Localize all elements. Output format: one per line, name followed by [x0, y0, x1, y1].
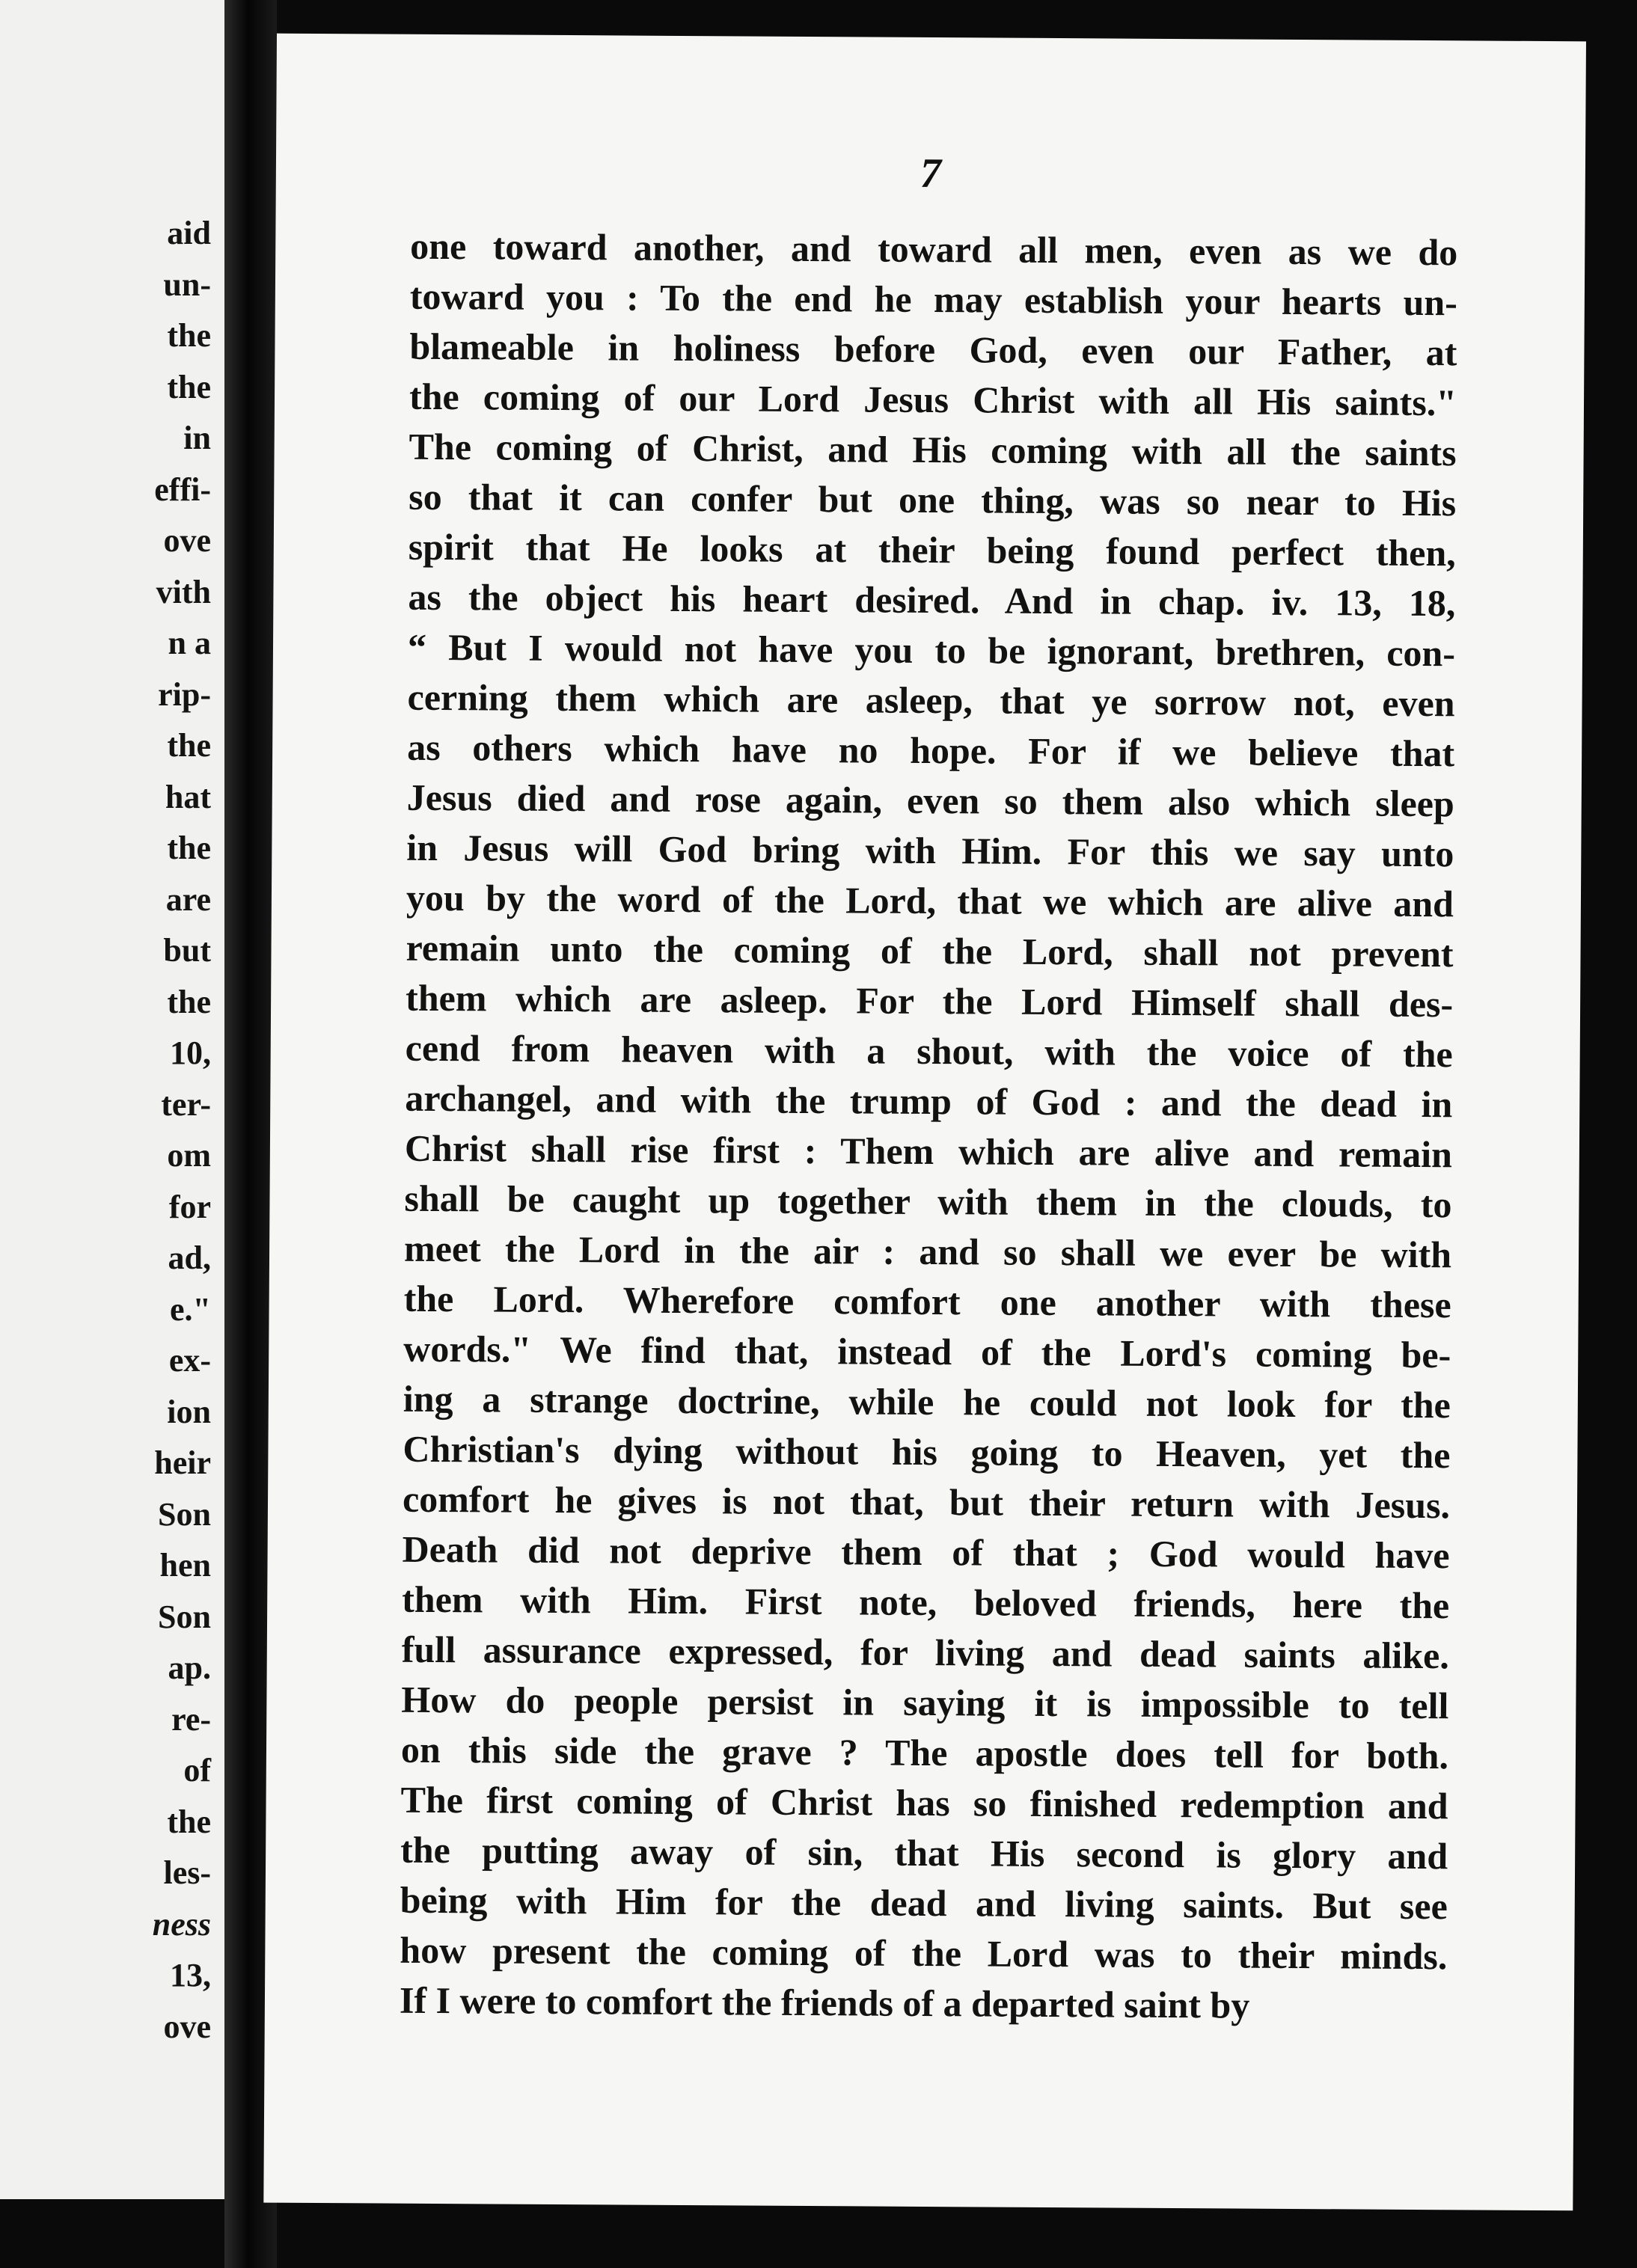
left-page-line-fragment: Son: [158, 1495, 211, 1533]
text-line: them with Him. First note, beloved friends, here the: [402, 1578, 1450, 1627]
text-line: The coming of Christ, and His coming with all the saints: [409, 425, 1457, 474]
left-page-line-fragment: aid: [167, 215, 211, 251]
text-line: them which are asleep. For the Lord Himself shall des-: [405, 976, 1454, 1026]
text-line: Christ shall rise first : Them which are alive and remain: [404, 1127, 1453, 1176]
left-page-line-fragment: 10,: [170, 1035, 211, 1071]
left-page-line-fragment: ap.: [168, 1649, 211, 1686]
text-line: Christian's dying without his going to Heaven, yet the: [403, 1427, 1451, 1477]
left-page-line-fragment: of: [183, 1752, 211, 1789]
left-page-line-fragment: heir: [154, 1444, 211, 1481]
left-page-line-fragment: les-: [163, 1854, 211, 1891]
text-line: the Lord. Wherefore comfort one another with these: [403, 1277, 1451, 1326]
left-page-line-fragment: hat: [165, 778, 211, 815]
text-line: meet the Lord in the air : and so shall we ever be with: [403, 1227, 1452, 1276]
left-page-line-fragment: are: [165, 880, 211, 918]
left-page-line-fragment: n a: [168, 625, 211, 661]
text-line: archangel, and with the trump of God : and the dead in: [405, 1076, 1453, 1126]
text-line: “ But I would not have you to be ignorant, brethren, con-: [407, 625, 1456, 675]
left-page-line-fragment: hen: [159, 1547, 211, 1584]
text-line: The first coming of Christ has so finished redemption and: [400, 1778, 1448, 1827]
left-facing-page: [0, 0, 224, 2199]
left-page-line-fragment: the: [167, 317, 211, 354]
text-line: How do people persist in saying it is impossible to tell: [401, 1678, 1449, 1727]
text-line: remain unto the coming of the Lord, shall not prevent: [406, 926, 1454, 975]
text-line: one toward another, and toward all men, even as we do: [410, 224, 1458, 274]
left-page-line-fragment: the: [167, 368, 211, 405]
left-page-line-fragment: om: [167, 1137, 211, 1174]
page-body-text: [400, 221, 1458, 2032]
left-page-line-fragment: 13,: [170, 1957, 211, 1993]
text-line: so that it can confer but one thing, was so near to His: [409, 475, 1457, 524]
text-line: blameable in holiness before God, even our Father, at: [409, 325, 1457, 374]
text-line: you by the word of the Lord, that we which are alive and: [406, 876, 1454, 925]
left-page-line-fragment: un-: [163, 266, 211, 303]
text-line: spirit that He looks at their being found perfect then,: [408, 525, 1456, 574]
text-line: toward you : To the end he may establish your hearts un-: [409, 275, 1458, 324]
left-page-line-fragment: effi-: [154, 471, 211, 508]
text-line: the coming of our Lord Jesus Christ with all His saints.": [409, 375, 1457, 424]
left-page-line-fragment: the: [167, 1803, 211, 1840]
text-line: as others which have no hope. For if we believe that: [407, 726, 1455, 775]
left-page-line-fragment: ion: [167, 1393, 211, 1430]
book-page: [263, 34, 1586, 2211]
page-number: 7: [920, 150, 942, 197]
text-line: being with Him for the dead and living saints. But see: [400, 1878, 1448, 1928]
left-page-line-fragment: ad,: [168, 1239, 211, 1276]
text-line: Jesus died and rose again, even so them also which sleep: [406, 776, 1454, 825]
text-line: shall be caught up together with them in the clouds, to: [404, 1177, 1452, 1226]
left-page-line-fragment: ter-: [161, 1085, 211, 1123]
text-line: cend from heaven with a shout, with the voice of the: [405, 1026, 1453, 1076]
left-page-line-fragment: Son: [158, 1598, 211, 1635]
left-page-line-fragment: the: [167, 983, 211, 1020]
left-page-line-fragment: re-: [171, 1700, 211, 1738]
left-page-line-fragment: the: [167, 830, 211, 866]
text-line: Death did not deprive them of that ; God would have: [402, 1527, 1450, 1577]
text-line: cerning them which are asleep, that ye sorrow not, even: [407, 675, 1455, 725]
left-page-line-fragment: rip-: [158, 675, 211, 713]
text-line: ing a strange doctrine, while he could not look for the: [403, 1377, 1451, 1426]
left-page-line-fragment: ove: [163, 2008, 211, 2045]
text-line: on this side the grave ? The apostle does tell for both.: [400, 1728, 1449, 1777]
left-page-line-fragment: ness: [152, 1905, 211, 1943]
left-page-line-fragment: the: [167, 727, 211, 764]
text-line: If I were to comfort the friends of a departed saint by: [399, 1979, 1250, 2026]
text-line: in Jesus will God bring with Him. For this we say unto: [406, 826, 1454, 875]
text-line: how present the coming of the Lord was to their minds.: [400, 1928, 1448, 1978]
left-page-line-fragment: ex-: [168, 1342, 211, 1379]
text-line: as the object his heart desired. And in chap. iv. 13, 18,: [408, 575, 1456, 625]
text-line: full assurance expressed, for living and dead saints alike.: [401, 1628, 1449, 1677]
left-page-line-fragment: in: [183, 420, 211, 456]
text-line: words." We find that, instead of the Lord's coming be-: [403, 1327, 1451, 1376]
left-page-line-fragment: for: [168, 1188, 211, 1225]
left-page-line-fragment: but: [163, 932, 211, 969]
left-page-line-fragment: e.": [170, 1290, 211, 1328]
text-line: comfort he gives is not that, but their return with Jesus.: [402, 1477, 1451, 1527]
left-page-line-fragment: ove: [163, 522, 211, 559]
left-page-line-fragment: vith: [156, 573, 211, 610]
text-line: the putting away of sin, that His second is glory and: [400, 1828, 1448, 1878]
